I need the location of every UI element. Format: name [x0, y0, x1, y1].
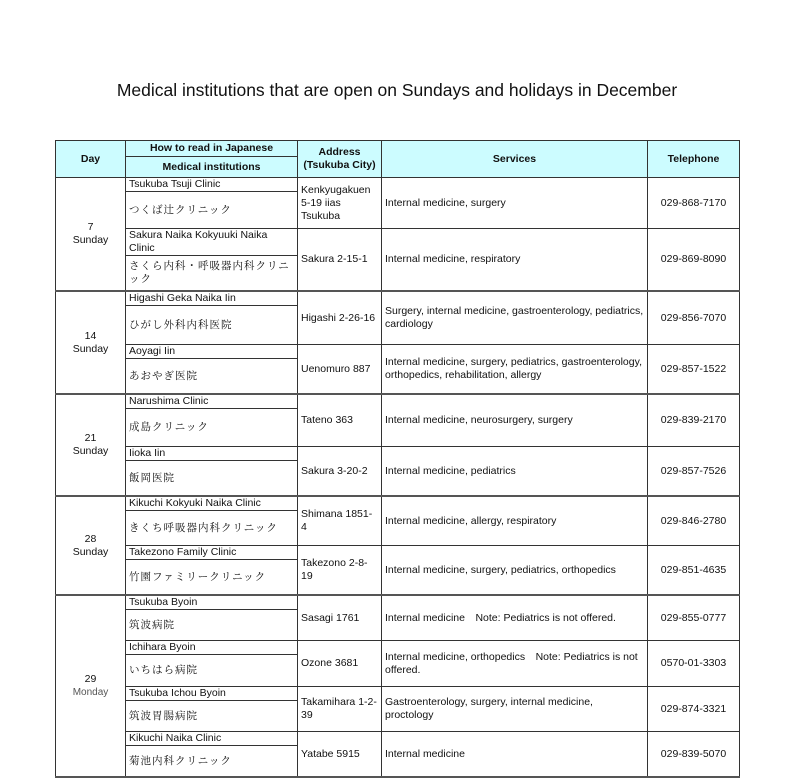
table-row [56, 178, 740, 192]
institution-name-japanese: 飯岡医院 [126, 461, 298, 497]
services-cell: Internal medicine, surgery, pediatrics, gastroenterology, orthopedics, rehabilitation, allergy [382, 345, 648, 395]
services-cell: Surgery, internal medicine, gastroenterology, pediatrics, cardiology [382, 291, 648, 345]
header-address [298, 141, 382, 178]
weekday-label: Sunday [72, 234, 109, 246]
telephone-cell: 029-874-3321 [648, 687, 740, 732]
telephone-cell: 029-839-2170 [648, 394, 740, 447]
weekday-label: Monday [72, 687, 109, 698]
telephone-cell: 029-856-7070 [648, 291, 740, 345]
day-cell [56, 595, 126, 777]
table-row [56, 595, 740, 610]
address-cell: Sakura 3-20-2 [298, 447, 382, 497]
day-cell [56, 291, 126, 394]
address-cell: Takamihara 1-2-39 [298, 687, 382, 732]
services-cell: Internal medicine, pediatrics [382, 447, 648, 497]
institution-name-romaji: Tsukuba Tsuji Clinic [126, 178, 298, 192]
telephone-cell: 029-857-1522 [648, 345, 740, 395]
table-row [56, 394, 740, 409]
telephone-cell: 029-857-7526 [648, 447, 740, 497]
day-number: 29 [84, 673, 97, 685]
services-cell: Gastroenterology, surgery, internal medicine, proctology [382, 687, 648, 732]
services-cell: Internal medicine, surgery [382, 178, 648, 229]
address-cell: Sasagi 1761 [298, 595, 382, 641]
institution-name-japanese: あおやぎ医院 [126, 359, 298, 395]
institution-name-romaji: Kikuchi Kokyuki Naika Clinic [126, 496, 298, 511]
weekday-label: Sunday [72, 342, 109, 355]
address-cell: Tateno 363 [298, 394, 382, 447]
table-row [56, 687, 740, 701]
institution-name-japanese: きくち呼吸器内科クリニック [126, 511, 298, 546]
telephone-cell: 029-846-2780 [648, 496, 740, 546]
telephone-cell: 029-868-7170 [648, 178, 740, 229]
table-row [56, 345, 740, 359]
institution-name-romaji: Aoyagi Iin [126, 345, 298, 359]
services-cell: Internal medicine Note: Pediatrics is not offered. [382, 595, 648, 641]
weekday-label: Sunday [72, 545, 109, 558]
address-cell: Uenomuro 887 [298, 345, 382, 395]
page-title: Medical institutions that are open on Sundays and holidays in December [116, 80, 678, 100]
telephone-cell: 029-851-4635 [648, 546, 740, 596]
institution-name-romaji: Sakura Naika Kokyuuki Naika Clinic [126, 229, 298, 256]
address-cell: Shimana 1851-4 [298, 496, 382, 546]
telephone-cell: 029-869-8090 [648, 229, 740, 292]
institution-name-romaji: Kikuchi Naika Clinic [126, 732, 298, 746]
address-cell: Ozone 3681 [298, 641, 382, 687]
address-cell: Sakura 2-15-1 [298, 229, 382, 292]
header-telephone: Telephone [648, 141, 740, 178]
telephone-cell: 0570-01-3303 [648, 641, 740, 687]
services-cell: Internal medicine, allergy, respiratory [382, 496, 648, 546]
day-number: 21 [84, 432, 97, 444]
services-cell: Internal medicine [382, 732, 648, 778]
institution-name-romaji: Iioka Iin [126, 447, 298, 461]
table-row [56, 447, 740, 461]
header-services: Services [382, 141, 648, 178]
institution-name-romaji: Narushima Clinic [126, 394, 298, 409]
table-row [56, 641, 740, 655]
day-cell [56, 496, 126, 595]
institution-name-romaji: Takezono Family Clinic [126, 546, 298, 560]
address-cell: Kenkyugakuen 5-19 iias Tsukuba [298, 178, 382, 229]
header-address-line2: (Tsukuba City) [303, 159, 376, 171]
services-cell: Internal medicine, orthopedics Note: Pediatrics is not offered. [382, 641, 648, 687]
telephone-cell: 029-855-0777 [648, 595, 740, 641]
header-how-to-read: How to read in Japanese [126, 141, 298, 157]
address-cell: Takezono 2-8-19 [298, 546, 382, 596]
header-address-line1: Address [318, 146, 361, 158]
day-number: 14 [84, 329, 97, 342]
institution-name-japanese: いちはら病院 [126, 655, 298, 687]
address-cell: Yatabe 5915 [298, 732, 382, 778]
institution-name-romaji: Tsukuba Ichou Byoin [126, 687, 298, 701]
institution-name-japanese: ひがし外科内科医院 [126, 306, 298, 345]
day-cell [56, 178, 126, 292]
weekday-label: Sunday [72, 445, 109, 457]
institution-name-japanese: 成島クリニック [126, 409, 298, 447]
institution-name-romaji: Ichihara Byoin [126, 641, 298, 655]
services-cell: Internal medicine, neurosurgery, surgery [382, 394, 648, 447]
table-row [56, 496, 740, 511]
header-day: Day [56, 141, 126, 178]
table-row [56, 229, 740, 256]
address-cell: Higashi 2-26-16 [298, 291, 382, 345]
telephone-cell: 029-839-5070 [648, 732, 740, 778]
institution-name-romaji: Tsukuba Byoin [126, 595, 298, 610]
table-row [56, 546, 740, 560]
header-institutions: Medical institutions [126, 157, 298, 178]
day-number: 28 [84, 532, 97, 545]
table-row [56, 732, 740, 746]
institution-name-japanese: 竹園ファミリークリニック [126, 560, 298, 596]
institution-name-japanese: さくら内科・呼吸器内科クリニック [126, 256, 298, 292]
table-row [56, 291, 740, 306]
services-cell: Internal medicine, respiratory [382, 229, 648, 292]
day-number: 7 [87, 221, 94, 233]
institutions-table [55, 140, 740, 778]
institution-name-japanese: つくば辻クリニック [126, 192, 298, 229]
day-cell [56, 394, 126, 496]
institution-name-romaji: Higashi Geka Naika Iin [126, 291, 298, 306]
institution-name-japanese: 筑波病院 [126, 610, 298, 641]
institution-name-japanese: 筑波胃腸病院 [126, 701, 298, 732]
services-cell: Internal medicine, surgery, pediatrics, orthopedics [382, 546, 648, 596]
institution-name-japanese: 菊池内科クリニック [126, 746, 298, 778]
